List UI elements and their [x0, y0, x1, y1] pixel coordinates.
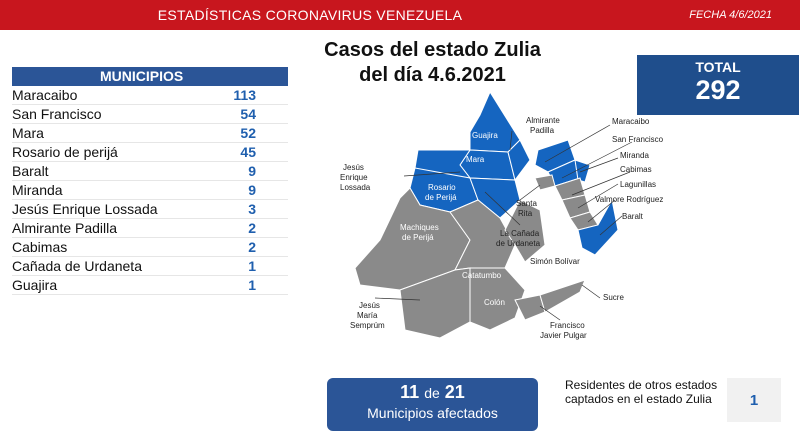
municipalities-table [12, 67, 288, 295]
affected-count: 11 [400, 382, 420, 402]
total-label: TOTAL [695, 59, 741, 75]
case-count: 113 [233, 87, 256, 103]
municipality-name: Cabimas [12, 239, 68, 255]
table-row [12, 86, 288, 105]
affected-total: 21 [444, 382, 465, 402]
label-mara: Mara [466, 155, 485, 164]
case-count: 1 [248, 258, 256, 274]
case-count: 3 [248, 201, 256, 217]
case-count: 2 [248, 220, 256, 236]
table-row [12, 181, 288, 200]
label-francisco-2: Javier Pulgar [540, 331, 587, 340]
label-valmore: Valmore Rodríguez [595, 195, 664, 204]
municipality-name: Baralt [12, 163, 49, 179]
case-count: 54 [240, 106, 256, 122]
municipality-name: Mara [12, 125, 44, 141]
title-line-1: Casos del estado Zulia [324, 39, 541, 61]
page-title [300, 38, 565, 88]
table-row [12, 200, 288, 219]
label-santa-rita-2: Rita [518, 209, 533, 218]
header-banner [0, 0, 800, 30]
region-francisco-javier-pulgar [515, 295, 545, 320]
label-rosario-1: Rosario [428, 183, 456, 192]
label-almirante-2: Padilla [530, 126, 555, 135]
municipality-name: Almirante Padilla [12, 220, 118, 236]
case-count: 52 [240, 125, 256, 141]
label-jesus-maria-2: María [357, 311, 378, 320]
label-catatumbo: Catatumbo [462, 271, 502, 280]
label-maracaibo: Maracaibo [612, 117, 650, 126]
table-row [12, 124, 288, 143]
label-jesus-enrique-2: Enrique [340, 173, 368, 182]
label-cabimas: Cabimas [620, 165, 652, 174]
affected-of: de [424, 385, 440, 401]
label-jesus-enrique-1: Jesús [343, 163, 364, 172]
title-line-2: del día 4.6.2021 [359, 64, 506, 86]
residents-box [727, 378, 781, 422]
table-header: MUNICIPIOS [12, 67, 288, 86]
case-count: 9 [248, 163, 256, 179]
municipality-name: Cañada de Urdaneta [12, 258, 142, 274]
zulia-map [340, 85, 664, 353]
table-row [12, 238, 288, 257]
total-box [637, 55, 799, 115]
affected-municipalities-box [327, 378, 538, 431]
municipality-name: Jesús Enrique Lossada [12, 201, 158, 217]
label-rosario-2: de Perijá [425, 193, 457, 202]
residents-value: 1 [749, 392, 759, 409]
table-row [12, 219, 288, 238]
region-santa-rita [535, 175, 555, 190]
municipality-name: San Francisco [12, 106, 102, 122]
label-machiques-1: Machiques [400, 223, 439, 232]
banner-title: ESTADÍSTICAS CORONAVIRUS VENEZUELA [157, 7, 463, 23]
label-jesus-enrique-3: Lossada [340, 183, 371, 192]
residents-text: Residentes de otros estados captados en el estado Zulia [565, 378, 718, 406]
label-guajira: Guajira [472, 131, 498, 140]
label-machiques-2: de Perijá [402, 233, 434, 242]
table-row [12, 162, 288, 181]
affected-label: Municipios afectados [367, 405, 498, 421]
table-row [12, 143, 288, 162]
label-santa-rita-1: Santa [516, 199, 537, 208]
label-colon: Colón [484, 298, 505, 307]
municipality-name: Maracaibo [12, 87, 78, 103]
label-baralt: Baralt [622, 212, 643, 221]
label-almirante-1: Almirante [526, 116, 560, 125]
case-count: 45 [240, 144, 256, 160]
municipality-name: Guajira [12, 277, 58, 293]
label-canada-2: de Urdaneta [496, 239, 541, 248]
case-count: 9 [248, 182, 256, 198]
label-simon-bolivar: Simón Bolívar [530, 257, 580, 266]
municipality-name: Rosario de perijá [12, 144, 118, 160]
label-jesus-maria-1: Jesús [359, 301, 380, 310]
region-sucre [540, 280, 585, 312]
table-row [12, 257, 288, 276]
label-san-francisco: San Francisco [612, 135, 664, 144]
label-miranda: Miranda [620, 151, 649, 160]
label-francisco-1: Francisco [550, 321, 585, 330]
banner-date: FECHA 4/6/2021 [689, 9, 772, 21]
case-count: 1 [248, 277, 256, 293]
total-value: 292 [695, 75, 741, 105]
label-jesus-maria-3: Semprúm [350, 321, 385, 330]
affected-count-line [327, 382, 538, 403]
table-row [12, 276, 288, 295]
case-count: 2 [248, 239, 256, 255]
table-row [12, 105, 288, 124]
label-lagunillas: Lagunillas [620, 180, 657, 189]
label-sucre: Sucre [603, 293, 624, 302]
municipality-name: Miranda [12, 182, 63, 198]
label-canada-1: La Cañada [500, 229, 540, 238]
region-guajira [470, 92, 520, 152]
